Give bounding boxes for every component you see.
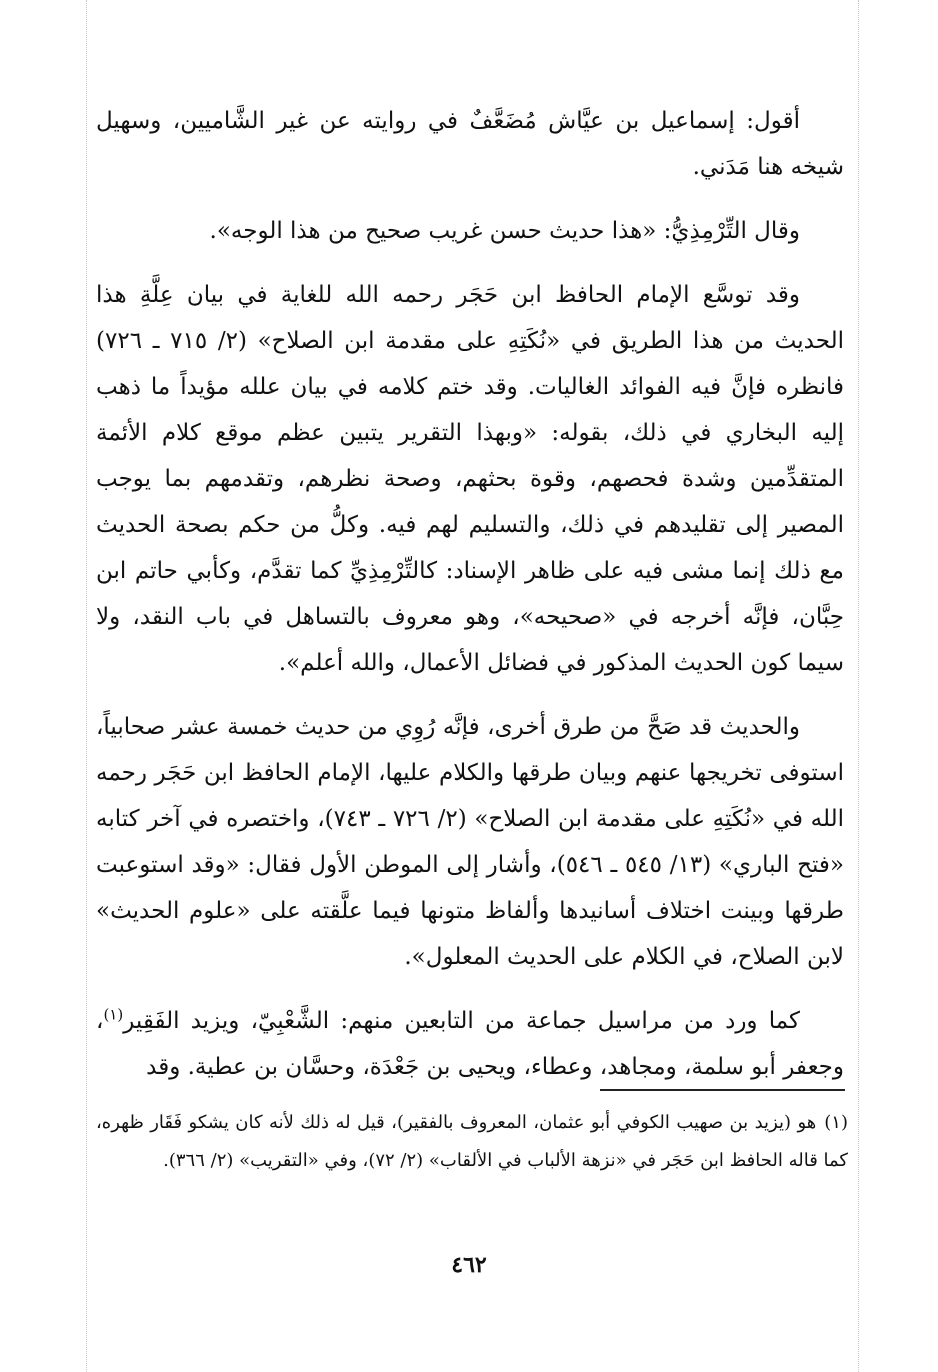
paragraph-other-routes: والحديث قد صَحَّ من طرق أخرى، فإنَّه رُوِي من حديث خمسة عشر صحابياً، استوفى تخريجها عنهم وبيان طرقها والكلام عليها، الإمام الحافظ ابن حَجَر رحمه الله في «نُكَتِهِ على مقدمة ابن الصلاح» (٢/ ٧٢٦ ـ ٧٤٣)، واختصره في آخر كتابه «فتح الباري» (١٣/ ٥٤٥ ـ ٥٤٦)، وأشار إلى الموطن الأول فقال: «وقد استوعبت طرقها وبينت اختلاف أسانيدها وألفاظ متونها فيما علَّقته على «علوم الحديث» لابن الصلاح، في الكلام على الحديث المعلول». — [96, 714, 844, 970]
footnote-text: هو (يزيد بن صهيب الكوفي أبو عثمان، المعروف بالفقير)، قيل له ذلك لأنه كان يشكو فَقَار ظهره، كما قاله الحافظ ابن حَجَر في «نزهة الألباب في الألقاب» (٢/ ٧٢)، وفي «التقريب» (٢/ ٣٦٦). — [96, 1112, 848, 1171]
footnote-number: (١) — [824, 1112, 848, 1133]
page-number: ٤٦٢ — [451, 1252, 487, 1278]
footnote-marker[interactable]: (١) — [103, 1005, 124, 1024]
left-margin-guide — [86, 0, 87, 1372]
paragraph-tabiin-start: كما ورد من مراسيل جماعة من التابعين منهم: الشَّعْبِيّ، ويزيد الفَقِير — [123, 1008, 800, 1034]
paragraph-tabiin — [96, 998, 844, 1090]
footnote-divider — [600, 1089, 845, 1091]
paragraph-tabiin-end: ، وجعفر أبو سلمة، ومجاهد، وعطاء، ويحيى بن جَعْدَة، وحسَّان بن عطية. وقد — [96, 1008, 844, 1080]
paragraph-intro: أقول: إسماعيل بن عيَّاش مُضَعَّفٌ في روايته عن غير الشَّاميين، وسهيل شيخه هنا مَدَني. — [96, 108, 844, 180]
footnote — [96, 1104, 848, 1180]
main-text — [96, 98, 844, 1108]
paragraph-tirmidhi: وقال التِّرْمِذِيُّ: «هذا حديث حسن غريب صحيح من هذا الوجه». — [209, 218, 800, 244]
right-margin-guide — [858, 0, 859, 1372]
paragraph-ibn-hajar: وقد توسَّع الإمام الحافظ ابن حَجَر رحمه الله للغاية في بيان عِلَّةِ هذا الحديث من هذا الطريق في «نُكَتِهِ على مقدمة ابن الصلاح» (٢/ ٧١٥ ـ ٧٢٦) فانظره فإنَّ فيه الفوائد الغاليات. وقد ختم كلامه في بيان علله مؤيداً ما ذهب إليه البخاري في ذلك، بقوله: «وبهذا التقرير يتبين عظم موقع كلام الأئمة المتقدِّمين وشدة فحصهم، وقوة بحثهم، وصحة نظرهم، وتقدمهم بما يوجب المصير إلى تقليدهم في ذلك، والتسليم لهم فيه. وكلُّ من حكم بصحة الحديث مع ذلك إنما مشى فيه على ظاهر الإسناد: كالتِّرْمِذِيِّ كما تقدَّم، وكأبي حاتم ابن حِبَّان، فإنَّه أخرجه في «صحيحه»، وهو معروف بالتساهل في باب النقد، ولا سيما كون الحديث المذكور في فضائل الأعمال، والله أعلم». — [96, 282, 844, 676]
